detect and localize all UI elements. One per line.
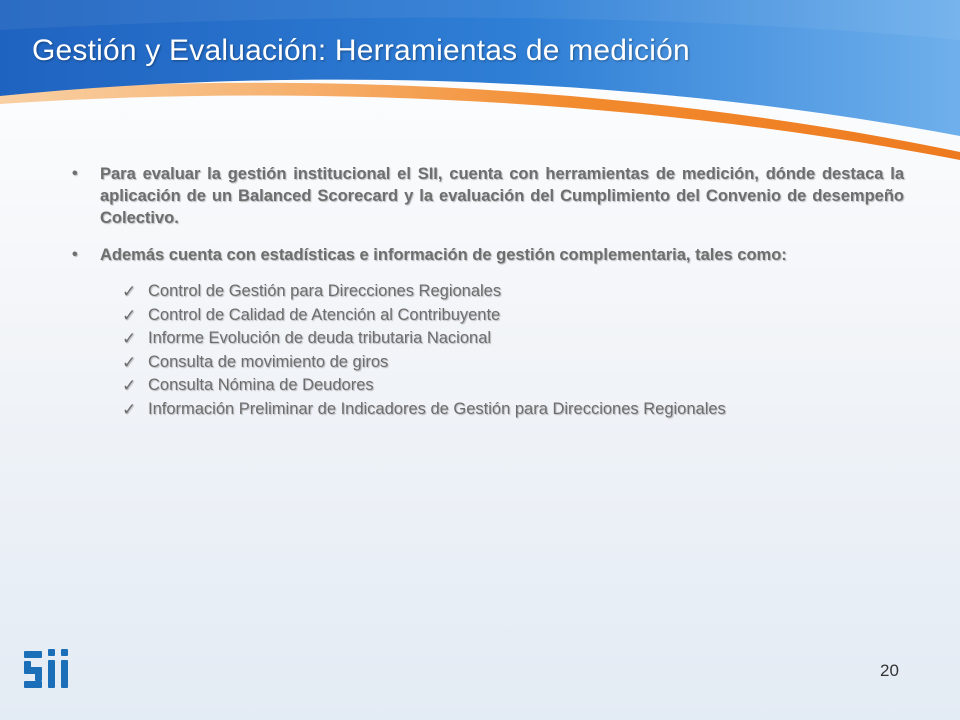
- bullet-dot-icon: •: [72, 165, 78, 182]
- checklist-item-text: Informe Evolución de deuda tributaria Nacional: [148, 329, 492, 347]
- page-number: 20: [880, 661, 899, 680]
- bullet-item: [72, 163, 904, 229]
- checklist-item: [122, 398, 904, 422]
- bullet-text: Además cuenta con estadísticas e información de gestión complementaria, tales como:: [100, 246, 787, 264]
- bullet-item: [72, 244, 904, 266]
- checklist-item: [122, 304, 904, 328]
- bullet-dot-icon: •: [72, 246, 78, 263]
- checklist-item-text: Consulta Nómina de Deudores: [148, 376, 374, 394]
- checkmark-icon: ✓: [122, 376, 137, 395]
- checklist-item-text: Información Preliminar de Indicadores de Gestión para Direcciones Regionales: [148, 399, 726, 418]
- checklist-item: [122, 280, 904, 304]
- checklist-item-text: Control de Calidad de Atención al Contribuyente: [148, 305, 501, 324]
- checkmark-icon: ✓: [122, 282, 137, 301]
- checkmark-icon: ✓: [122, 329, 137, 348]
- slide-body: [72, 163, 904, 421]
- header-swoosh: [0, 0, 960, 170]
- checkmark-icon: ✓: [122, 305, 137, 325]
- tools-checklist: [72, 280, 904, 421]
- checklist-item-text: Control de Gestión para Direcciones Regionales: [148, 282, 502, 300]
- checklist-item: [122, 374, 904, 398]
- checklist-item: [122, 327, 904, 351]
- sii-logo: [22, 647, 76, 695]
- checklist-item-text: Consulta de movimiento de giros: [148, 352, 389, 371]
- bullet-text: Para evaluar la gestión institucional el SII, cuenta con herramientas de medición, dónde destaca la aplicación de un Balanced Scorecard y la evaluación del Cumplimiento del Convenio de desempeño Colectivo.: [100, 165, 904, 227]
- checklist-item: [122, 351, 904, 375]
- checkmark-icon: ✓: [122, 399, 137, 419]
- slide-title: Gestión y Evaluación: Herramientas de medición: [32, 34, 690, 67]
- checkmark-icon: ✓: [122, 352, 137, 372]
